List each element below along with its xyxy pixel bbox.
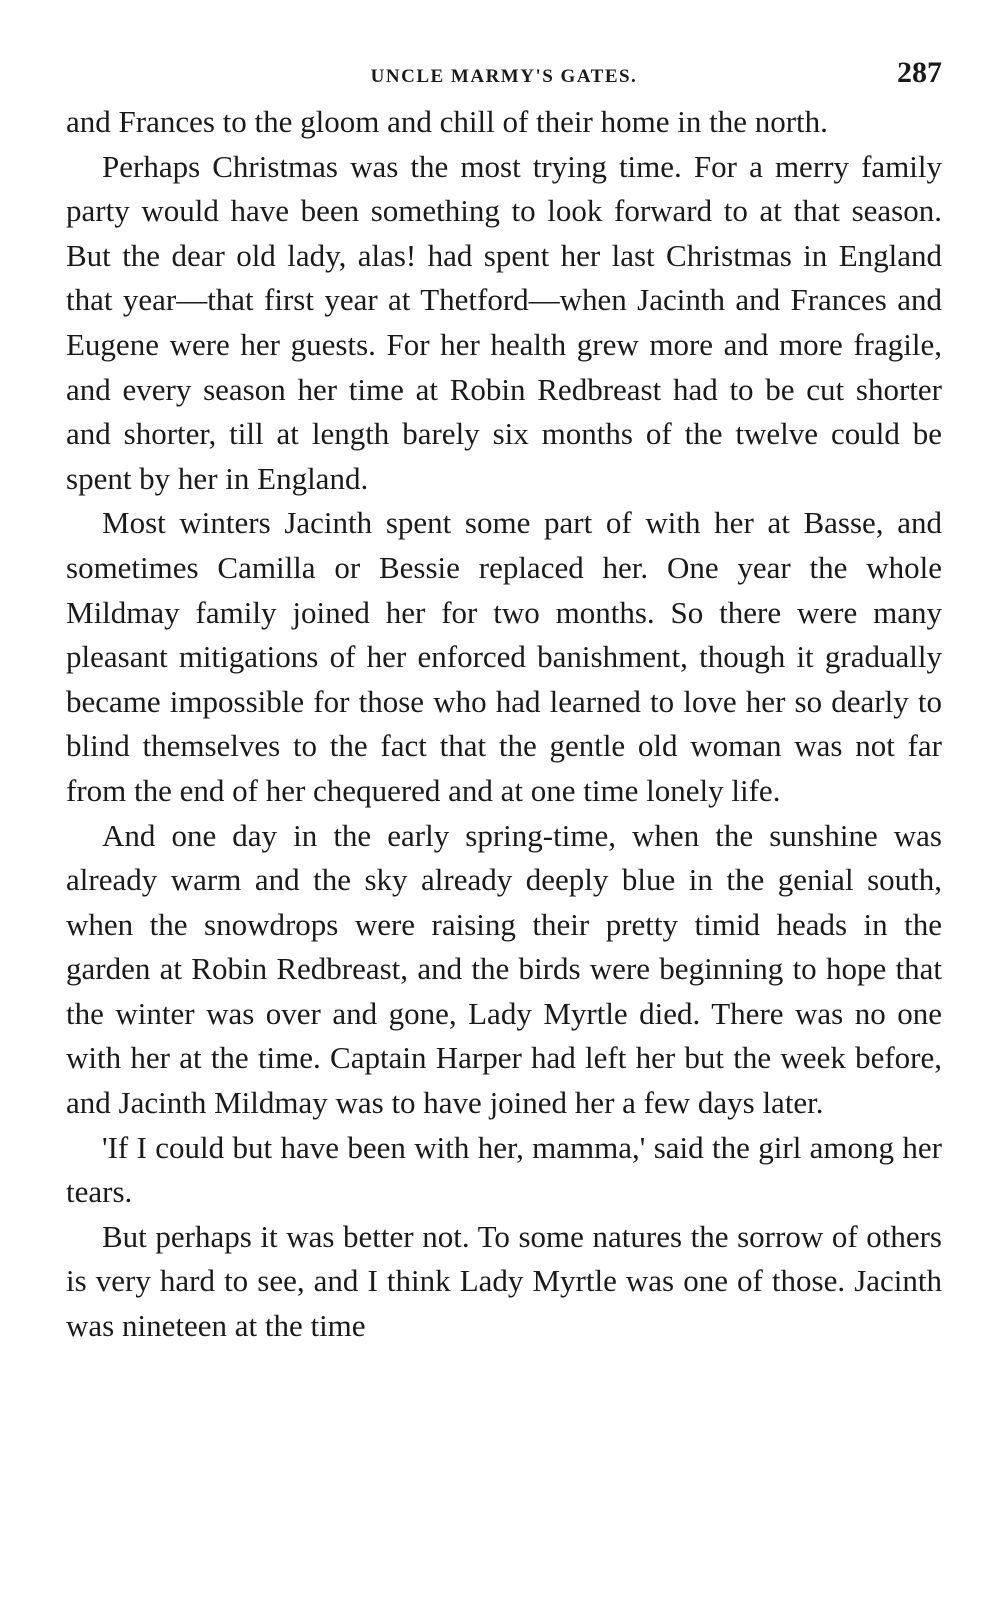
- book-page: [66, 52, 942, 1349]
- running-head: [66, 52, 942, 100]
- paragraph: Most winters Jacinth spent some part of with her at Basse, and sometimes Camilla or Bessie replaced her. One year the whole Mildmay family joined her for two months. So there were many pleasant mitigations of her enforced banishment, though it gradually became impossible for those who had learned to love her so dearly to blind themselves to the fact that the gentle old woman was not far from the end of her chequered and at one time lonely life.: [66, 505, 942, 808]
- running-title: UNCLE MARMY'S GATES.: [370, 66, 638, 87]
- paragraph: 'If I could but have been with her, mamma,' said the girl among her tears.: [66, 1129, 942, 1210]
- paragraph: Perhaps Christmas was the most trying time. For a merry family party would have been something to look forward to at that season. But the dear old lady, alas! had spent her last Christmas in England that year—that first year at Thetford—when Jacinth and Frances and Eugene were her guests. For her health grew more and more fragile, and every season her time at Robin Redbreast had to be cut shorter and shorter, till at length barely six months of the twelve could be spent by her in England.: [66, 148, 942, 496]
- paragraph: and Frances to the gloom and chill of their home in the north.: [66, 104, 828, 139]
- page-number: 287: [897, 56, 942, 89]
- text-body: [66, 100, 942, 1349]
- paragraph: And one day in the early spring-time, when the sunshine was already warm and the sky already deeply blue in the genial south, when the snowdrops were raising their pretty timid heads in the garden at Robin Redbreast, and the birds were beginning to hope that the winter was over and gone, Lady Myrtle died. There was no one with her at the time. Captain Harper had left her but the week before, and Jacinth Mildmay was to have joined her a few days later.: [66, 817, 942, 1121]
- paragraph: But perhaps it was better not. To some natures the sorrow of others is very hard to see, and I think Lady Myrtle was one of those. Jacinth was nineteen at the time: [66, 1218, 942, 1344]
